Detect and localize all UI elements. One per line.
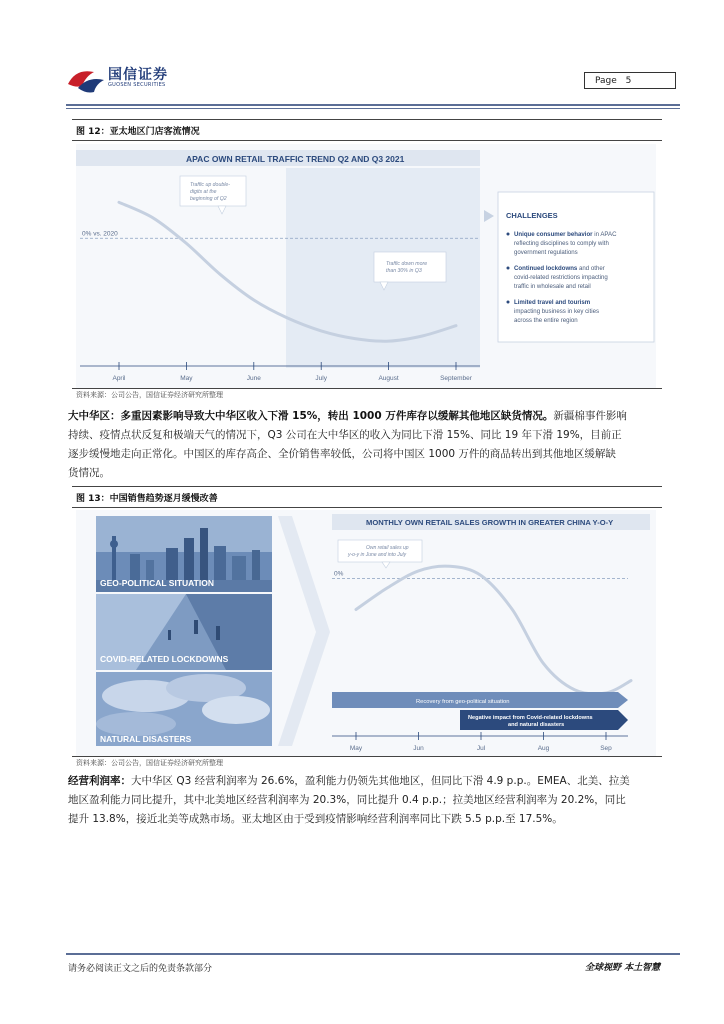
paragraph1-line3: 逐步缓慢地走向正常化。中国区的库存高企、全价销售率较低，公司将中国区 1000 万件的商品转出到其他地区缓解缺 — [68, 448, 616, 460]
x-tick-label: April — [112, 375, 126, 382]
x-tick-label: Aug — [537, 745, 550, 752]
figure13-top-rule — [72, 486, 662, 487]
figure12-source: 资料来源：公司公告，国信证券经济研究所整理 — [76, 391, 223, 399]
challenge-item-1-rest: in APAC — [592, 231, 617, 238]
callout-q3-line1: Traffic down more — [386, 261, 428, 267]
challenge-item-2-bold: Continued lockdowns — [514, 265, 578, 272]
x-tick-label: June — [246, 375, 261, 382]
challenge-item-1-bold: Unique consumer behavior — [514, 231, 593, 238]
challenge-item-2-rest: and other — [577, 265, 605, 272]
bullet-icon — [507, 301, 510, 304]
x-tick-label: Jul — [476, 745, 486, 752]
callout-box — [338, 540, 422, 562]
figure12-title: 图 12：亚太地区门店客流情况 — [76, 127, 200, 137]
paragraph2-line3: 提升 13.8%，接近北美等成熟市场。亚太地区由于受到疫情影响经营利润率同比下跌 5.5 p.p.至 17.5%。 — [68, 813, 563, 825]
paragraph-greater-china — [68, 407, 680, 483]
photo-label-geo: GEO-POLITICAL SITUATION — [100, 578, 214, 588]
negative-arrow-line2: and natural disasters — [508, 722, 565, 728]
challenge-item-2-line3: traffic in wholesale and retail — [514, 283, 591, 290]
challenge-item-3-line1 — [514, 299, 591, 306]
page-label: Page — [595, 76, 617, 86]
baseline-label: 0% vs. 2020 — [82, 230, 118, 238]
callout-q2-line2: digits at the — [190, 189, 217, 195]
x-tick-label: July — [315, 375, 327, 382]
photo-natural-disasters — [96, 672, 272, 746]
callout-line2: y-o-y in June and into July — [348, 552, 407, 558]
chart-title: APAC OWN RETAIL TRAFFIC TREND Q2 AND Q3 2021 — [186, 154, 405, 164]
paragraph2-line1: 大中华区 Q3 经营利润率为 26.6%，盈利能力仍领先其他地区，但同比下滑 4.9 p.p.。EMEA、北美、拉美 — [131, 775, 630, 787]
challenge-item-1-line3: government regulations — [514, 249, 578, 256]
x-tick-label: Sep — [600, 745, 612, 752]
header-rule — [66, 104, 680, 106]
paragraph2-line2: 地区盈利能力同比提升，其中北美地区经营利润率为 20.3%，同比提升 0.4 p.p.；拉美地区经营利润率为 20.2%，同比 — [68, 794, 626, 806]
bullet-icon — [507, 267, 510, 270]
callout-line1: Own retail sales up — [366, 545, 409, 551]
figure12-title-rule — [72, 140, 662, 141]
paragraph1-line1: 新疆棉事件影响 — [553, 410, 627, 422]
figure13-title: 图 13：中国销售趋势逐月缓慢改善 — [76, 494, 218, 504]
figure13-chart — [76, 510, 656, 756]
footer-rule — [66, 953, 680, 955]
paragraph1-line2: 持续、疫情点状反复和极端天气的情况下，Q3 公司在大中华区的收入为同比下滑 15%、同比 19 年下滑 19%，目前正 — [68, 429, 622, 441]
challenge-item-1-line2: reflecting disciplines to comply with — [514, 240, 609, 247]
header-rule-thin — [66, 108, 680, 109]
recovery-arrow-label: Recovery from geo-political situation — [416, 699, 510, 705]
challenge-item-2-line1 — [514, 265, 605, 272]
callout-q3-box — [374, 252, 446, 282]
paragraph1-lead: 大中华区：多重因素影响导致大中华区收入下滑 15%，转出 1000 万件库存以缓解其他地区缺货情况。 — [68, 410, 554, 422]
challenge-item-3-line2: impacting business in key cities — [514, 308, 600, 315]
photo-label-natural: NATURAL DISASTERS — [100, 734, 192, 744]
logo-english-name: GUOSEN SECURITIES — [108, 82, 166, 88]
x-tick-label: August — [378, 375, 399, 382]
x-tick-label: May — [349, 745, 363, 752]
photo-label-covid: COVID-RELATED LOCKDOWNS — [100, 654, 229, 664]
challenge-item-1-line1 — [514, 231, 617, 238]
challenge-item-3-bold: Limited travel and tourism — [514, 299, 591, 306]
challenge-item-3-line3: across the entire region — [514, 317, 578, 324]
photo-covid-lockdowns — [96, 594, 272, 670]
chart-title: MONTHLY OWN RETAIL SALES GROWTH IN GREATER CHINA Y-O-Y — [366, 518, 614, 527]
page-number-box — [584, 72, 676, 89]
logo-chinese-name: 国信证券 — [108, 67, 168, 83]
challenge-item-2-line2: covid-related restrictions impacting — [514, 274, 608, 281]
callout-q2-line1: Traffic up double- — [190, 182, 230, 188]
page-number: 5 — [625, 76, 632, 86]
figure13-title-rule — [72, 507, 662, 508]
figure13-bottom-rule — [72, 756, 662, 757]
footer-slogan: 全球视野 本土智慧 — [585, 963, 661, 973]
x-tick-label: May — [180, 375, 193, 382]
paragraph-operating-margin — [68, 772, 680, 829]
callout-q3-line2: than 30% in Q3 — [386, 268, 422, 274]
figure12-chart — [76, 144, 656, 388]
figure12-top-rule — [72, 119, 662, 120]
photo-geo-political — [96, 516, 272, 592]
callout-q2-line3: beginning of Q2 — [190, 196, 227, 202]
x-tick-label: September — [440, 375, 472, 382]
footer-disclaimer: 请务必阅读正文之后的免责条款部分 — [68, 964, 213, 974]
figure12-bottom-rule — [72, 388, 662, 389]
x-tick-label: Jun — [413, 745, 424, 752]
challenges-title: CHALLENGES — [506, 211, 558, 220]
baseline-label: 0% — [334, 570, 344, 578]
paragraph1-line4: 货情况。 — [68, 467, 110, 479]
paragraph2-lead: 经营利润率： — [68, 775, 131, 787]
negative-arrow-line1: Negative impact from Covid-related lockdowns — [468, 715, 593, 721]
figure13-source: 资料来源：公司公告，国信证券经济研究所整理 — [76, 759, 223, 767]
bullet-icon — [507, 233, 510, 236]
